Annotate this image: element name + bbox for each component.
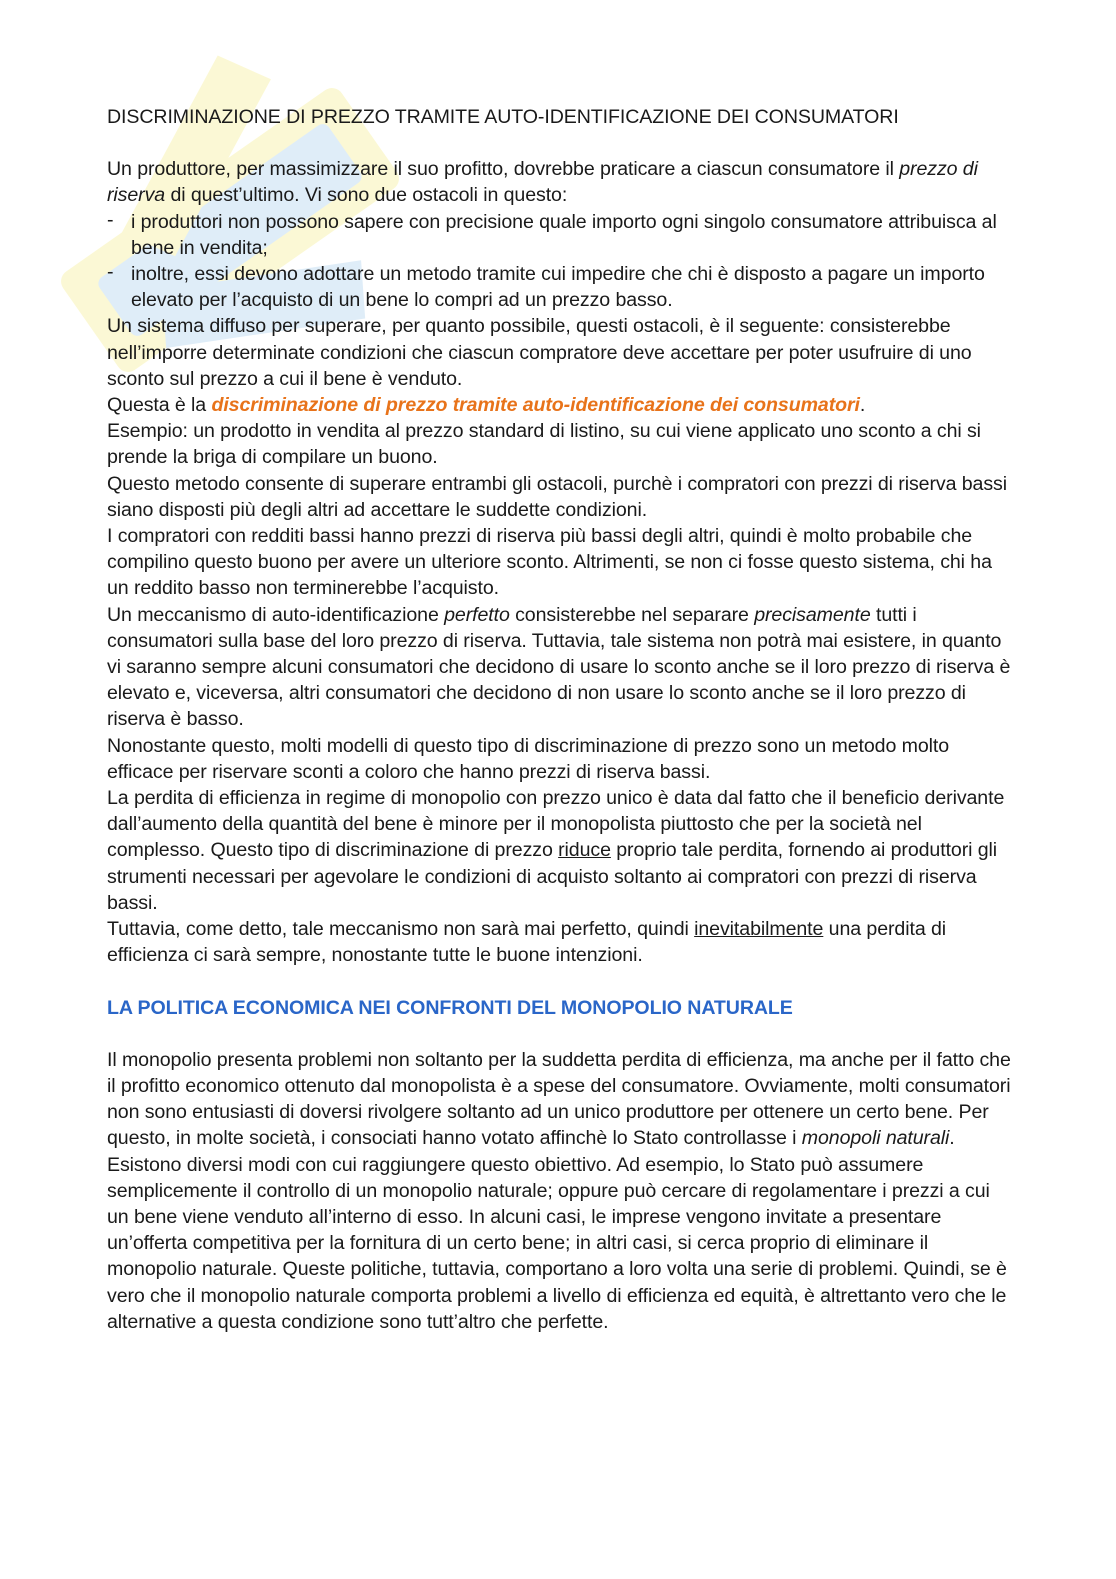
- emphasis-prezzo-di-riserva: prezzo di riserva: [107, 158, 978, 207]
- list-item: - inoltre, essi devono adottare un metodo tramite cui impedire che chi è disposto a pagare un importo elevato per l’acquisto di un bene lo compri ad un prezzo basso.: [107, 261, 1012, 313]
- paragraph-intro: Un produttore, per massimizzare il suo profitto, dovrebbe praticare a ciascun consumatore il prezzo di riserva di quest’ultimo. Vi sono due ostacoli in questo:: [107, 158, 978, 207]
- paragraph-efficiency-loss: La perdita di efficienza in regime di monopolio con prezzo unico è data dal fatto che il beneficio derivante dall’aumento della quantità del bene è minore per il monopolista piuttosto che per la società nel complesso. Questo tipo di discriminazione di prezzo riduce proprio tale perdita, fornendo ai produttori gli strumenti necessari per agevolare le condizioni di acquisto soltanto ai compratori con prezzi di riserva bassi.: [107, 787, 1005, 914]
- paragraph-definition: Questa è la discriminazione di prezzo tramite auto-identificazione dei consumatori.: [107, 394, 866, 417]
- emphasis-perfetto: perfetto: [444, 603, 510, 626]
- paragraph-system: Un sistema diffuso per superare, per quanto possibile, questi ostacoli, è il seguente: consisterebbe nell’imporre determinate condizioni che ciascun compratore deve accettare per poter usufruire di uno sconto sul prezzo a cui il bene è venduto.: [107, 315, 972, 390]
- underline-riduce: riduce: [558, 839, 611, 862]
- paragraph-despite: Nonostante questo, molti modelli di questo tipo di discriminazione di prezzo sono un metodo molto efficace per riservare sconti a coloro che hanno prezzi di riserva bassi.: [107, 734, 950, 783]
- obstacles-list: [107, 209, 1012, 314]
- list-item: - i produttori non possono sapere con precisione quale importo ogni singolo consumatore attribuisca al bene in vendita;: [107, 209, 1012, 261]
- paragraph-example: Esempio: un prodotto in vendita al prezzo standard di listino, su cui viene applicato uno sconto a chi si prende la briga di compilare un buono.: [107, 420, 981, 469]
- paragraph-policies: Esistono diversi modi con cui raggiungere questo obiettivo. Ad esempio, lo Stato può assumere semplicemente il controllo di un monopolio naturale; oppure può cercare di regolamentare i prezzi a cui un bene viene venduto all’interno di esso. In alcuni casi, le imprese vengono invitate a presentare un’offerta competitiva per la fornitura di un certo bene; in altri casi, si cerca proprio di eliminare il monopolio naturale. Queste politiche, tuttavia, comportano a loro volta una serie di problemi. Quindi, se è vero che il monopolio naturale comporta problemi a livello di efficienza ed equità, è altrettanto vero che le alternative a questa condizione sono tutt’altro che perfette.: [107, 1153, 1007, 1333]
- emphasis-precisamente: precisamente: [754, 603, 871, 626]
- paragraph-monopoly-problems: Il monopolio presenta problemi non soltanto per la suddetta perdita di efficienza, ma anche per il fatto che il profitto economico ottenuto dal monopolista è a spese del consumatore. Ovviamente, molti consumatori non sono entusiasti di doversi rivolgere soltanto ad un unico produttore per ottenere un certo bene. Per questo, in molte società, i consociati hanno votato affinchè lo Stato controllasse i monopoli naturali.: [107, 1048, 1011, 1150]
- emphasis-definition-term: discriminazione di prezzo tramite auto-identificazione dei consumatori: [211, 394, 860, 417]
- paragraph-however: Tuttavia, come detto, tale meccanismo non sarà mai perfetto, quindi inevitabilmente una perdita di efficienza ci sarà sempre, nonostante tutte le buone intenzioni.: [107, 918, 947, 967]
- section-title: DISCRIMINAZIONE DI PREZZO TRAMITE AUTO-IDENTIFICAZIONE DEI CONSUMATORI: [107, 106, 899, 128]
- section-heading-monopolio-naturale: LA POLITICA ECONOMICA NEI CONFRONTI DEL MONOPOLIO NATURALE: [107, 996, 793, 1019]
- underline-inevitabilmente: inevitabilmente: [694, 918, 824, 941]
- emphasis-monopoli-naturali: monopoli naturali: [801, 1127, 950, 1150]
- document-body: [107, 104, 1012, 1335]
- paragraph-method: Questo metodo consente di superare entrambi gli ostacoli, purchè i compratori con prezzi di riserva bassi siano disposti più degli altri ad accettare le suddette condizioni.: [107, 472, 1007, 521]
- paragraph-mechanism: Un meccanismo di auto-identificazione perfetto consisterebbe nel separare precisamente tutti i consumatori sulla base del loro prezzo di riserva. Tuttavia, tale sistema non potrà mai esistere, in quanto vi saranno sempre alcuni consumatori che decidono di usare lo sconto anche se il loro prezzo di riserva è elevato e, viceversa, altri consumatori che decidono di non usare lo sconto anche se il loro prezzo di riserva è basso.: [107, 603, 1011, 731]
- paragraph-buyers: I compratori con redditi bassi hanno prezzi di riserva più bassi degli altri, quindi è molto probabile che compilino questo buono per avere un ulteriore sconto. Altrimenti, se non ci fosse questo sistema, chi ha un reddito basso non terminerebbe l’acquisto.: [107, 525, 992, 600]
